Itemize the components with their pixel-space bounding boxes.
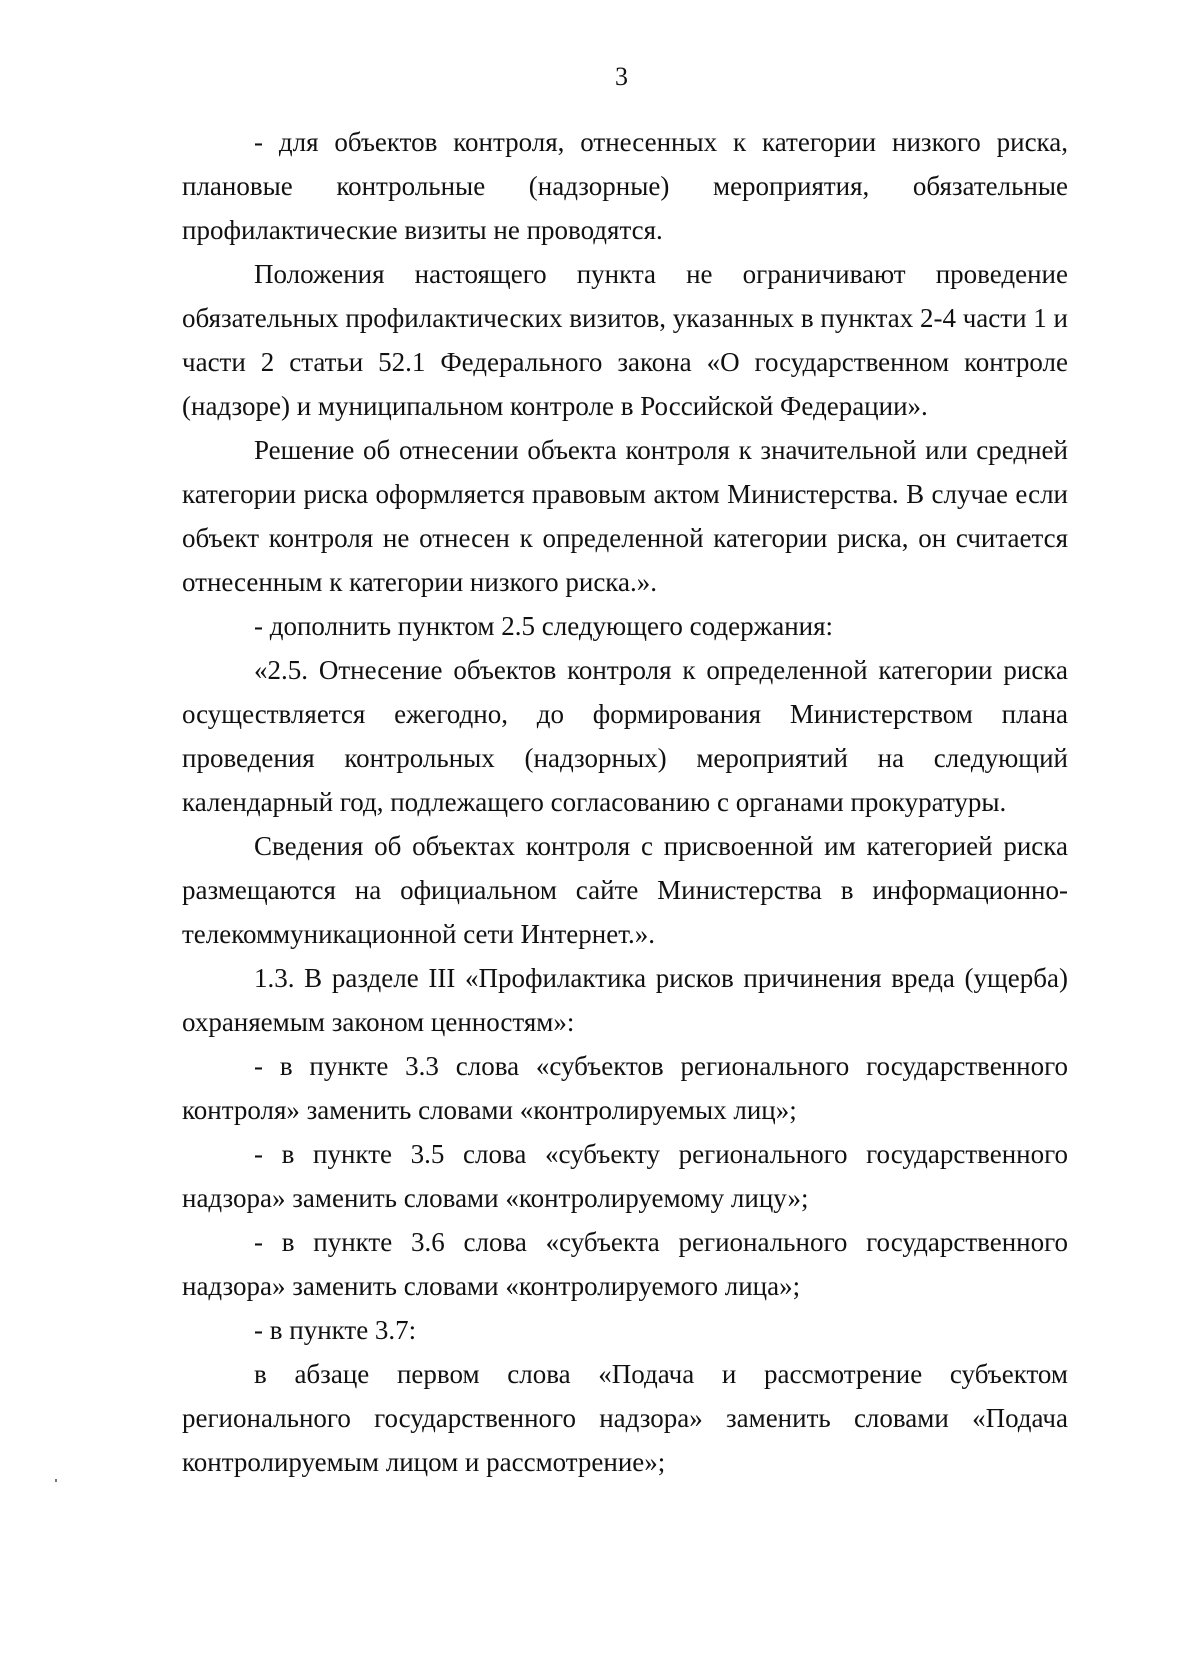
paragraph-decision: Решение об отнесении объекта контроля к значительной или средней категории риска оформляется правовым актом Министерства. В случае если объект контроля не отнесен к определенной категории риска, он считается отнесенным к категории низкого риска.».	[182, 435, 1068, 597]
paragraph-provisions: Положения настоящего пункта не ограничивают проведение обязательных профилактических визитов, указанных в пунктах 2-4 части 1 и части 2 статьи 52.1 Федерального закона «О государственном контроле (надзоре) и муниципальном контроле в Российской Федерации».	[182, 259, 1068, 421]
paragraph-section-3: 1.3. В разделе III «Профилактика рисков причинения вреда (ущерба) охраняемым законом ценностям»:	[182, 963, 1068, 1037]
paragraph-information: Сведения об объектах контроля с присвоенной им категорией риска размещаются на официальном сайте Министерства в информационно-телекоммуникационной сети Интернет.».	[182, 831, 1068, 949]
paragraph-item-3-5: - в пункте 3.5 слова «субъекту регионального государственного надзора» заменить словами «контролируемому лицу»;	[182, 1139, 1068, 1213]
paragraph-low-risk: - для объектов контроля, отнесенных к категории низкого риска, плановые контрольные (надзорные) мероприятия, обязательные профилактические визиты не проводятся.	[182, 127, 1068, 245]
paragraph-item-3-3: - в пункте 3.3 слова «субъектов регионального государственного контроля» заменить словами «контролируемых лиц»;	[182, 1051, 1068, 1125]
paragraph-item-3-6: - в пункте 3.6 слова «субъекта регионального государственного надзора» заменить словами «контролируемого лица»;	[182, 1227, 1068, 1301]
scan-mark	[55, 1479, 57, 1482]
page-number: 3	[615, 62, 628, 91]
document-body	[182, 120, 1068, 1484]
paragraph-first-abzac: в абзаце первом слова «Подача и рассмотрение субъектом регионального государственного надзора» заменить словами «Подача контролируемым лицом и рассмотрение»;	[182, 1359, 1068, 1477]
paragraph-add-item: - дополнить пунктом 2.5 следующего содержания:	[254, 611, 834, 641]
paragraph-item-3-7: - в пункте 3.7:	[254, 1315, 417, 1345]
paragraph-item-2-5: «2.5. Отнесение объектов контроля к определенной категории риска осуществляется ежегодно, до формирования Министерством плана проведения контрольных (надзорных) мероприятий на следующий календарный год, подлежащего согласованию с органами прокуратуры.	[182, 655, 1068, 817]
